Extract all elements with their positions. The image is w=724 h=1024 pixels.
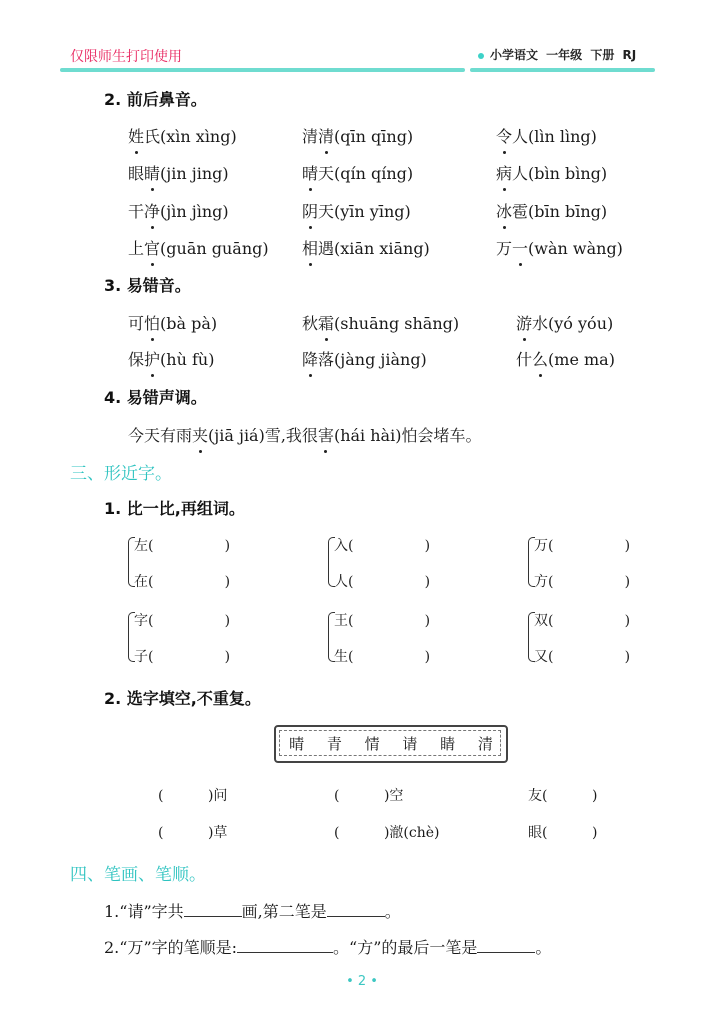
pinyin-item bbox=[128, 347, 214, 370]
compare-row bbox=[534, 535, 630, 555]
pinyin-post: 水(yó yóu) bbox=[532, 314, 614, 333]
pinyin-item bbox=[516, 347, 615, 370]
pinyin-pre: 眼 bbox=[128, 164, 145, 183]
tone-sentence bbox=[128, 423, 481, 446]
compare-blank[interactable]: ( ) bbox=[148, 613, 231, 629]
leaf-icon bbox=[478, 53, 484, 59]
compare-char: 字 bbox=[134, 613, 148, 629]
pinyin-post: (shuāng shāng) bbox=[334, 314, 460, 333]
pinyin-post: (guān guāng) bbox=[160, 239, 269, 258]
compare-char: 又 bbox=[534, 649, 548, 665]
pinyin-post: 天(yīn yīng) bbox=[318, 202, 411, 221]
pinyin-item bbox=[496, 236, 623, 259]
tone-pre: 今天有雨 bbox=[128, 426, 193, 445]
pinyin-pre: 秋 bbox=[302, 314, 319, 333]
pinyin-post: 天(qín qíng) bbox=[318, 164, 414, 183]
pinyin-dot: 游 bbox=[516, 311, 532, 334]
pinyin-post: 人(lìn lìng) bbox=[512, 127, 597, 146]
compare-row bbox=[334, 535, 430, 555]
nasal-title: 2. 前后鼻音。 bbox=[104, 90, 207, 109]
pinyin-pre: 保 bbox=[128, 350, 145, 369]
compare-row bbox=[334, 610, 430, 630]
q2-b: 。“方”的最后一笔是 bbox=[333, 938, 478, 957]
pinyin-item bbox=[302, 236, 430, 259]
compare-blank[interactable]: ( ) bbox=[148, 574, 231, 590]
pinyin-item bbox=[128, 311, 217, 334]
part4-title: 四、笔画、笔顺。 bbox=[70, 865, 206, 885]
compare-row bbox=[134, 571, 230, 591]
compare-row bbox=[134, 610, 230, 630]
pinyin-dot: 晴 bbox=[302, 161, 318, 184]
easy-title: 3. 易错音。 bbox=[104, 276, 191, 295]
compare-char: 生 bbox=[334, 649, 348, 665]
pinyin-item bbox=[128, 236, 269, 259]
pinyin-dot: 净 bbox=[144, 199, 160, 222]
compare-char: 万 bbox=[534, 538, 548, 554]
compare-blank[interactable]: ( ) bbox=[548, 538, 631, 554]
compare-blank[interactable]: ( ) bbox=[348, 574, 431, 590]
pinyin-item bbox=[302, 347, 427, 370]
q1-blank2[interactable] bbox=[327, 916, 385, 917]
pinyin-item bbox=[496, 199, 607, 222]
pinyin-dot: 姓 bbox=[128, 124, 144, 147]
compare-row bbox=[334, 646, 430, 666]
pinyin-item bbox=[302, 124, 413, 147]
compare-row bbox=[534, 571, 630, 591]
compare-blank[interactable]: ( ) bbox=[348, 538, 431, 554]
compare-blank[interactable]: ( ) bbox=[348, 649, 431, 665]
pinyin-post: (me ma) bbox=[548, 350, 615, 369]
q1-blank1[interactable] bbox=[184, 916, 242, 917]
tone-mid: (jiā jiá)雪,我很 bbox=[208, 426, 318, 445]
pinyin-post: (bà pà) bbox=[160, 314, 218, 333]
page-number: • 2 • bbox=[346, 974, 378, 989]
pinyin-post: 雹(bīn bīng) bbox=[512, 202, 608, 221]
compare-char: 左 bbox=[134, 538, 148, 554]
compare-char: 方 bbox=[534, 574, 548, 590]
pinyin-item bbox=[128, 161, 229, 184]
pinyin-dot: 清 bbox=[318, 124, 334, 147]
pinyin-dot: 相 bbox=[302, 236, 318, 259]
compare-char: 人 bbox=[334, 574, 348, 590]
tone-dot1: 夹 bbox=[192, 423, 208, 446]
tone-dot2: 害 bbox=[318, 423, 334, 446]
tone-post: (hái hài)怕会堵车。 bbox=[333, 426, 482, 445]
header-divider-right bbox=[470, 68, 655, 72]
pinyin-item bbox=[128, 199, 229, 222]
compare-char: 入 bbox=[334, 538, 348, 554]
compare-char: 在 bbox=[134, 574, 148, 590]
q2-blank1[interactable] bbox=[237, 952, 333, 953]
compare-row bbox=[534, 610, 630, 630]
fill-title: 2. 选字填空,不重复。 bbox=[104, 689, 261, 708]
fill-blank[interactable]: ( )澈(chè) bbox=[334, 825, 440, 841]
pinyin-post: (wàn wàng) bbox=[528, 239, 623, 258]
pinyin-dot: 阴 bbox=[302, 199, 318, 222]
pinyin-post: (jìn jìng) bbox=[160, 202, 229, 221]
compare-blank[interactable]: ( ) bbox=[548, 649, 631, 665]
pinyin-dot: 令 bbox=[496, 124, 512, 147]
pinyin-dot: 怕 bbox=[144, 311, 160, 334]
compare-blank[interactable]: ( ) bbox=[348, 613, 431, 629]
stroke-q1 bbox=[104, 899, 401, 922]
fill-blank[interactable]: ( )空 bbox=[334, 788, 404, 804]
pinyin-post: (qīn qīng) bbox=[334, 127, 414, 146]
pinyin-item bbox=[516, 311, 613, 334]
char-box-text: 晴 青 情 请 睛 清 bbox=[289, 735, 493, 753]
pinyin-item bbox=[496, 161, 607, 184]
book-info-text: 小学语文 一年级 下册 RJ bbox=[490, 48, 637, 62]
fill-blank[interactable]: ( )问 bbox=[158, 788, 228, 804]
q2-c: 。 bbox=[535, 938, 552, 957]
compare-blank[interactable]: ( ) bbox=[548, 574, 631, 590]
pinyin-post: 人(bìn bìng) bbox=[512, 164, 608, 183]
pinyin-dot: 一 bbox=[512, 236, 528, 259]
q1-c: 。 bbox=[384, 902, 401, 921]
fill-blank[interactable]: ( )草 bbox=[158, 825, 228, 841]
compare-row bbox=[134, 535, 230, 555]
compare-row bbox=[334, 571, 430, 591]
pinyin-dot: 降 bbox=[302, 347, 318, 370]
q1-a: 1.“请”字共 bbox=[104, 902, 184, 921]
fill-blank[interactable]: 眼( ) bbox=[528, 825, 598, 841]
compare-blank[interactable]: ( ) bbox=[148, 649, 231, 665]
pinyin-pre: 上 bbox=[128, 239, 145, 258]
pinyin-dot: 么 bbox=[532, 347, 548, 370]
pinyin-post: (jin jing) bbox=[160, 164, 229, 183]
pinyin-post: 遇(xiān xiāng) bbox=[318, 239, 430, 258]
q2-blank2[interactable] bbox=[477, 952, 535, 953]
pinyin-pre: 什 bbox=[516, 350, 533, 369]
compare-char: 王 bbox=[334, 613, 348, 629]
print-notice: 仅限师生打印使用 bbox=[70, 49, 182, 65]
compare-char: 子 bbox=[134, 649, 148, 665]
pinyin-post: 落(jàng jiàng) bbox=[318, 350, 427, 369]
compare-title: 1. 比一比,再组词。 bbox=[104, 499, 245, 518]
compare-row bbox=[534, 646, 630, 666]
compare-row bbox=[134, 646, 230, 666]
pinyin-post: 氏(xìn xìng) bbox=[144, 127, 237, 146]
fill-blank[interactable]: 友( ) bbox=[528, 788, 598, 804]
compare-char: 双 bbox=[534, 613, 548, 629]
part3-title: 三、形近字。 bbox=[70, 464, 172, 484]
q1-b: 画,第二笔是 bbox=[241, 902, 327, 921]
header-divider-left bbox=[60, 68, 465, 72]
pinyin-item bbox=[302, 311, 459, 334]
pinyin-dot: 睛 bbox=[144, 161, 160, 184]
pinyin-dot: 官 bbox=[144, 236, 160, 259]
pinyin-item bbox=[302, 161, 413, 184]
tone-title: 4. 易错声调。 bbox=[104, 388, 207, 407]
pinyin-pre: 干 bbox=[128, 202, 145, 221]
pinyin-dot: 病 bbox=[496, 161, 512, 184]
pinyin-dot: 霜 bbox=[318, 311, 334, 334]
stroke-q2 bbox=[104, 935, 551, 958]
pinyin-item bbox=[302, 199, 411, 222]
book-info bbox=[478, 46, 636, 63]
pinyin-dot: 护 bbox=[144, 347, 160, 370]
pinyin-pre: 可 bbox=[128, 314, 145, 333]
compare-blank[interactable]: ( ) bbox=[148, 538, 231, 554]
pinyin-dot: 冰 bbox=[496, 199, 512, 222]
pinyin-item bbox=[496, 124, 597, 147]
pinyin-pre: 清 bbox=[302, 127, 319, 146]
pinyin-item bbox=[128, 124, 237, 147]
pinyin-pre: 万 bbox=[496, 239, 513, 258]
pinyin-post: (hù fù) bbox=[160, 350, 215, 369]
q2-a: 2.“万”字的笔顺是: bbox=[104, 938, 238, 957]
compare-blank[interactable]: ( ) bbox=[548, 613, 631, 629]
